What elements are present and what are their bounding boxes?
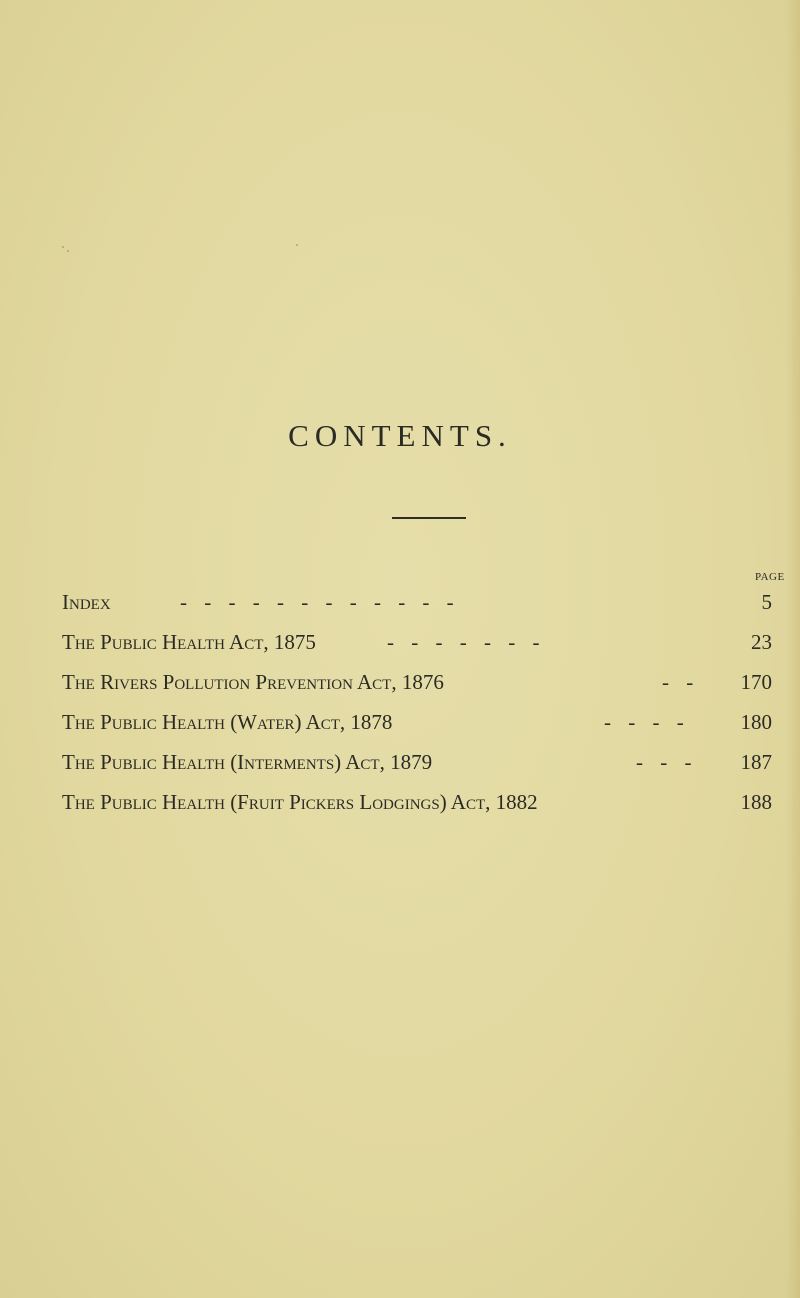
paper-speck <box>62 246 64 248</box>
toc-entry-title: The Public Health Act, 1875 <box>62 630 316 654</box>
toc-leader-dashes: - - <box>662 670 700 694</box>
toc-entry-water-act-1878[interactable] <box>62 710 772 750</box>
page-column-label: PAGE <box>755 571 785 583</box>
toc-entry-page: 187 <box>740 750 772 774</box>
toc-entry-fruit-pickers-act-1882[interactable] <box>62 790 772 830</box>
contents-heading: CONTENTS. <box>288 418 512 453</box>
toc-entry-page: 5 <box>761 590 772 614</box>
toc-entry-rivers-pollution-act-1876[interactable] <box>62 670 772 710</box>
toc-entry-public-health-act-1875[interactable] <box>62 630 772 670</box>
toc-entry-title: The Public Health (Water) Act, 1878 <box>62 710 393 734</box>
heading-rule <box>392 517 466 519</box>
toc-leader-dashes: - - - - - - - <box>387 630 546 654</box>
toc-entry-index[interactable] <box>62 590 772 630</box>
toc-entry-interments-act-1879[interactable] <box>62 750 772 790</box>
toc-entry-title: Index <box>62 590 111 614</box>
paper-speck <box>296 244 298 246</box>
toc-entry-title: The Public Health (Interments) Act, 1879 <box>62 750 433 774</box>
toc-entry-title: The Rivers Pollution Prevention Act, 1876 <box>62 670 444 694</box>
toc-leader-dashes: - - - - <box>604 710 690 734</box>
toc-leader-dashes: - - - - - - - - - - - - <box>180 590 460 614</box>
toc-entry-page: 180 <box>740 710 772 734</box>
toc-entry-page: 23 <box>751 630 772 654</box>
page-edge-shadow <box>786 0 800 1298</box>
toc-entry-page: 170 <box>740 670 772 694</box>
toc-entry-page: 188 <box>740 790 772 814</box>
paper-speck <box>67 250 69 252</box>
table-of-contents <box>62 590 772 830</box>
toc-leader-dashes: - - - <box>636 750 698 774</box>
toc-entry-title: The Public Health (Fruit Pickers Lodgings) Act, 1882 <box>62 790 538 814</box>
